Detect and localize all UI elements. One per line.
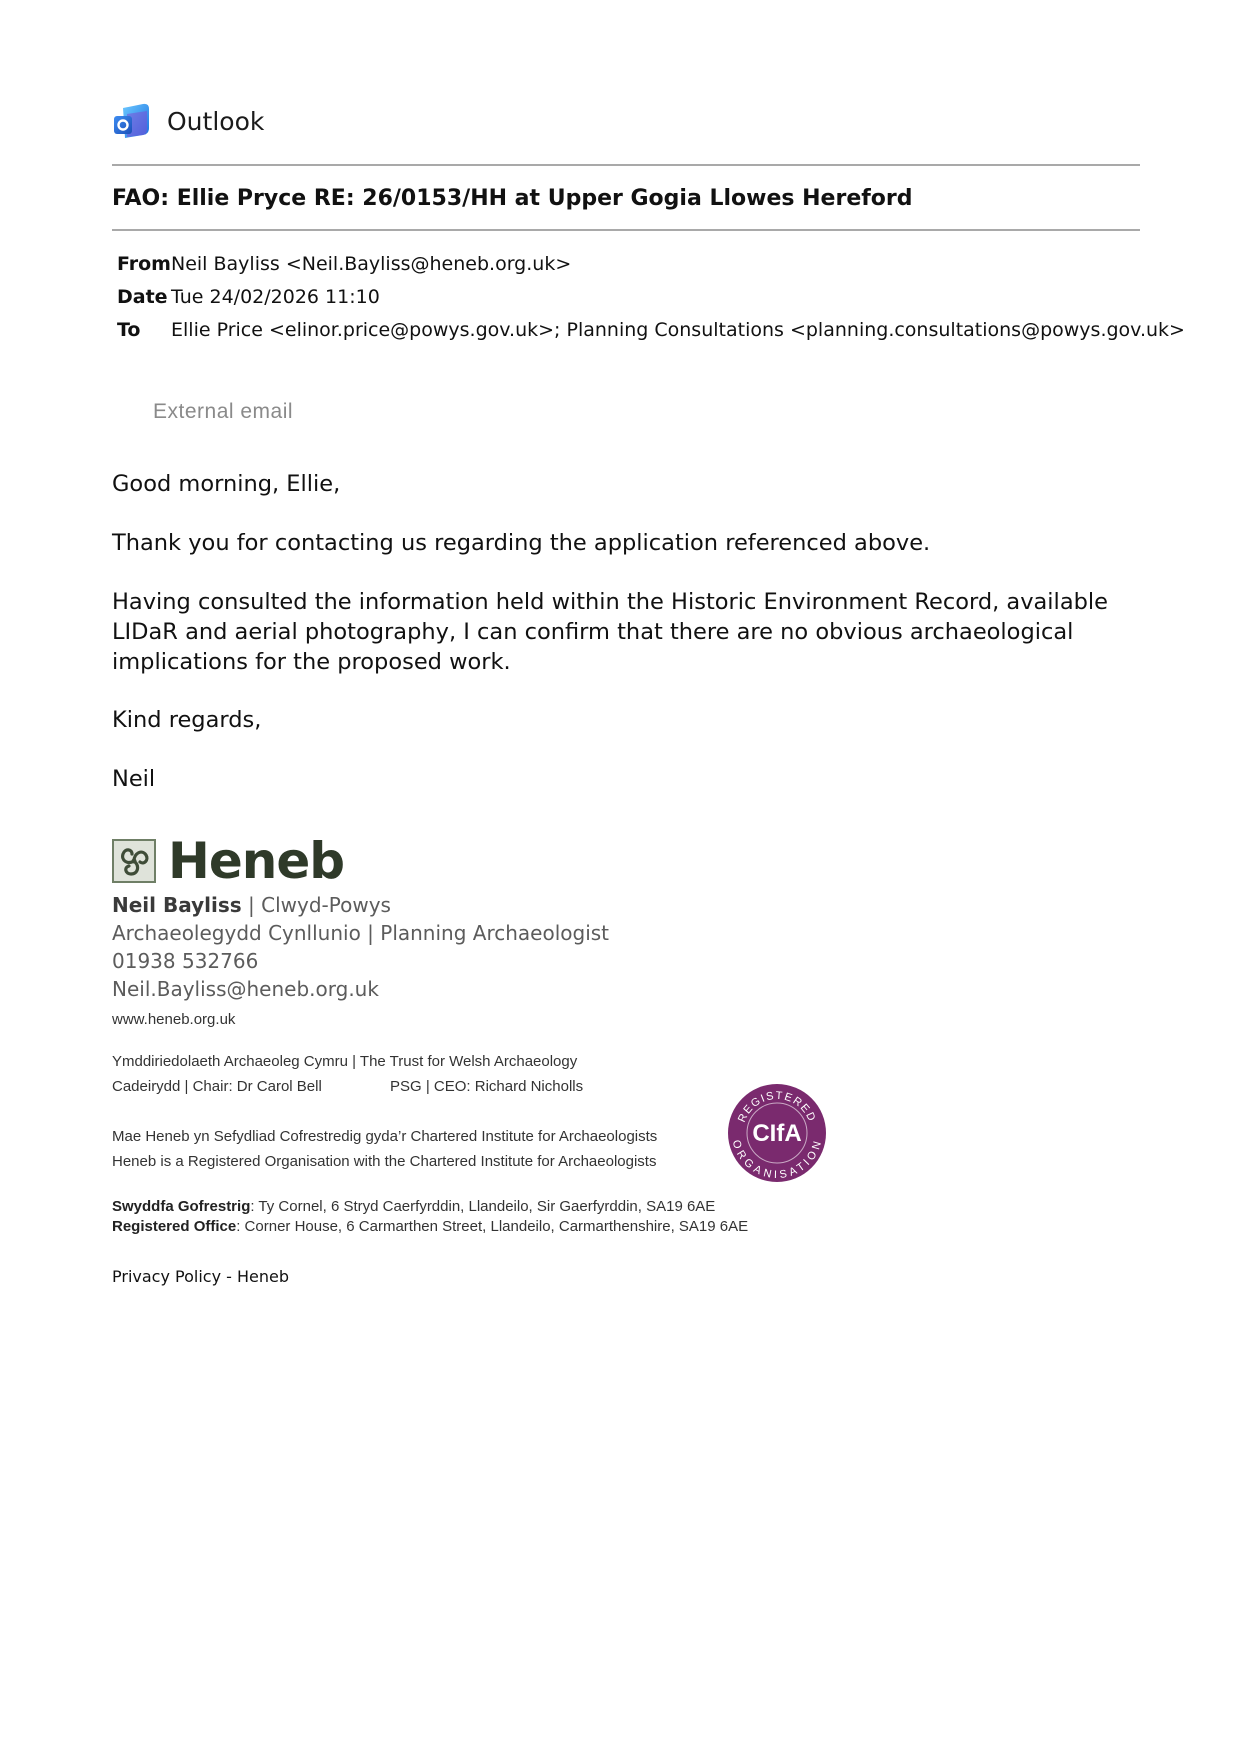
body-signoff: Kind regards, xyxy=(112,707,262,733)
office-english xyxy=(112,1218,748,1235)
cifa-badge-text: CIfA xyxy=(752,1120,802,1147)
signature-name: Neil Bayliss xyxy=(112,893,242,917)
date-value: Tue 24/02/2026 11:10 xyxy=(171,286,380,308)
heneb-wordmark: Heneb xyxy=(168,832,345,890)
subject-divider xyxy=(112,229,1140,231)
outlook-icon xyxy=(113,102,151,140)
cifa-badge-ring-top: REGISTERED xyxy=(735,1089,819,1125)
date-label: Date xyxy=(117,286,168,308)
chair-line: Cadeirydd | Chair: Dr Carol Bell xyxy=(112,1078,322,1095)
signature-website[interactable]: www.heneb.org.uk xyxy=(112,1011,236,1028)
body-greeting: Good morning, Ellie, xyxy=(112,471,341,497)
privacy-policy-link[interactable]: Privacy Policy - Heneb xyxy=(112,1267,289,1286)
office-english-value: : Corner House, 6 Carmarthen Street, Llandeilo, Carmarthenshire, SA19 6AE xyxy=(236,1218,749,1235)
heneb-logo xyxy=(112,832,345,890)
cifa-english: Heneb is a Registered Organisation with the Chartered Institute for Archaeologists xyxy=(112,1153,657,1170)
signature-phone[interactable]: 01938 532766 xyxy=(112,949,259,973)
signature-region: | Clwyd-Powys xyxy=(241,893,391,917)
office-welsh xyxy=(112,1198,715,1215)
header-divider xyxy=(112,164,1140,166)
external-email-tag: External email xyxy=(153,400,294,423)
to-label: To xyxy=(117,319,141,341)
signature-role: Archaeolegydd Cynllunio | Planning Archaeologist xyxy=(112,921,610,945)
signature-email[interactable]: Neil.Bayliss@heneb.org.uk xyxy=(112,977,379,1001)
cifa-welsh: Mae Heneb yn Sefydliad Cofrestredig gyda’r Chartered Institute for Archaeologists xyxy=(112,1128,658,1145)
ceo-line: PSG | CEO: Richard Nicholls xyxy=(390,1078,584,1095)
date-row xyxy=(117,286,380,308)
email-subject: FAO: Ellie Pryce RE: 26/0153/HH at Upper Gogia Llowes Hereford xyxy=(112,186,913,211)
office-welsh-label: Swyddfa Gofrestrig xyxy=(112,1198,251,1215)
to-value[interactable]: Ellie Price <elinor.price@powys.gov.uk>; Planning Consultations <planning.consultations@powys.gov.uk> xyxy=(171,319,1185,341)
heneb-triskele-icon xyxy=(112,839,156,883)
app-header xyxy=(113,101,264,141)
office-welsh-value: : Ty Cornel, 6 Stryd Caerfyrddin, Llandeilo, Sir Gaerfyrddin, SA19 6AE xyxy=(250,1198,716,1215)
to-row xyxy=(117,319,1185,341)
office-english-label: Registered Office xyxy=(112,1218,237,1235)
app-name: Outlook xyxy=(167,106,265,136)
body-paragraph-1: Thank you for contacting us regarding the application referenced above. xyxy=(112,530,931,556)
trust-line: Ymddiriedolaeth Archaeoleg Cymru | The Trust for Welsh Archaeology xyxy=(112,1053,578,1070)
cifa-registered-badge xyxy=(727,1083,827,1183)
cifa-badge-ring-bottom: ORGANISATION xyxy=(729,1138,825,1182)
from-row xyxy=(117,253,571,275)
from-label: From xyxy=(117,253,171,275)
from-value[interactable]: Neil Bayliss <Neil.Bayliss@heneb.org.uk> xyxy=(171,253,572,275)
body-paragraph-2: Having consulted the information held within the Historic Environment Record, available LIDaR and aerial photography, I can confirm that there are no obvious archaeological implications for the proposed work. xyxy=(112,589,1108,675)
signature-name-row xyxy=(112,893,391,917)
body-sender-name: Neil xyxy=(112,766,156,792)
